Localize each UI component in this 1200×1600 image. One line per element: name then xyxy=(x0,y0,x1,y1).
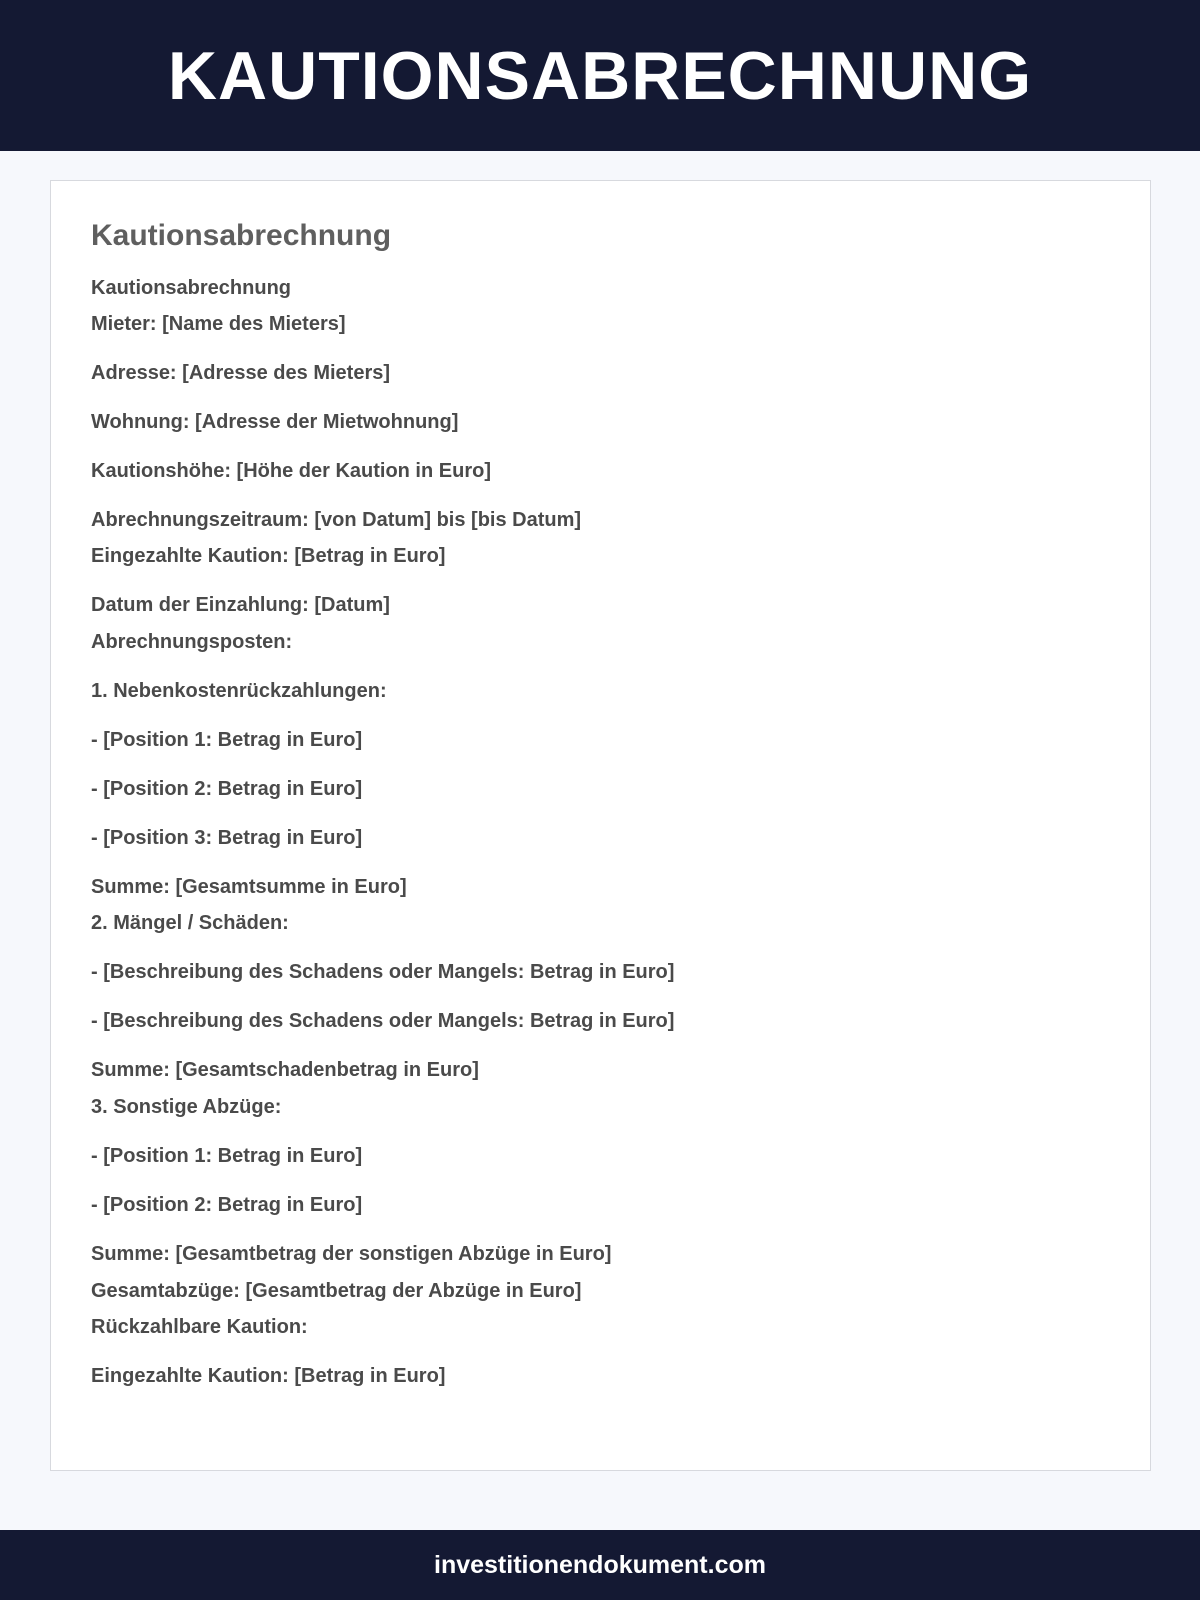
document-line: Kautionsabrechnung xyxy=(91,277,292,299)
document-line: - [Beschreibung des Schadens oder Mangels: Betrag in Euro] xyxy=(91,1010,675,1032)
document-card xyxy=(50,180,1151,1471)
document-line: - [Position 1: Betrag in Euro] xyxy=(91,1145,363,1167)
document-line: - [Position 1: Betrag in Euro] xyxy=(91,729,363,751)
page-header xyxy=(0,0,1200,151)
document-line: Summe: [Gesamtschadenbetrag in Euro] xyxy=(91,1059,479,1081)
document-line: Rückzahlbare Kaution: xyxy=(91,1316,308,1338)
document-line: - [Beschreibung des Schadens oder Mangels: Betrag in Euro] xyxy=(91,961,675,983)
document-line: Wohnung: [Adresse der Mietwohnung] xyxy=(91,411,459,433)
document-line: 1. Nebenkostenrückzahlungen: xyxy=(91,680,387,702)
document-line: Gesamtabzüge: [Gesamtbetrag der Abzüge in Euro] xyxy=(91,1280,582,1302)
document-line: Eingezahlte Kaution: [Betrag in Euro] xyxy=(91,545,446,567)
page-footer xyxy=(0,1530,1200,1600)
document-line: Datum der Einzahlung: [Datum] xyxy=(91,594,390,616)
document-line: Adresse: [Adresse des Mieters] xyxy=(91,362,391,384)
document-line: Eingezahlte Kaution: [Betrag in Euro] xyxy=(91,1365,446,1387)
footer-domain: investitionendokument.com xyxy=(434,1550,766,1579)
document-line: Summe: [Gesamtbetrag der sonstigen Abzüge in Euro] xyxy=(91,1243,612,1265)
document-line: - [Position 2: Betrag in Euro] xyxy=(91,1194,363,1216)
document-line: Mieter: [Name des Mieters] xyxy=(91,313,346,335)
header-title: KAUTIONSABRECHNUNG xyxy=(167,37,1033,114)
document-line: Kautionshöhe: [Höhe der Kaution in Euro] xyxy=(91,460,491,482)
document-line: Summe: [Gesamtsumme in Euro] xyxy=(91,876,407,898)
document-line: - [Position 3: Betrag in Euro] xyxy=(91,827,363,849)
document-line: - [Position 2: Betrag in Euro] xyxy=(91,778,363,800)
document-line: 2. Mängel / Schäden: xyxy=(91,912,289,934)
document-line: Abrechnungsposten: xyxy=(91,631,293,653)
document-title: Kautionsabrechnung xyxy=(91,219,392,252)
document-line: Abrechnungszeitraum: [von Datum] bis [bis Datum] xyxy=(91,509,582,531)
document-line: 3. Sonstige Abzüge: xyxy=(91,1096,282,1118)
